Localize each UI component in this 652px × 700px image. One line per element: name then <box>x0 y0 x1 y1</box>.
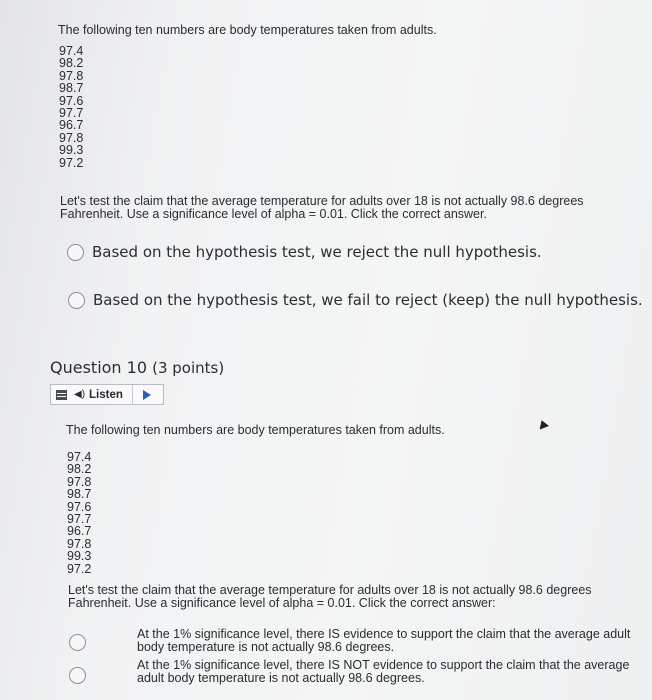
q10-number: 98.7 <box>67 487 92 502</box>
question-title <box>50 358 224 377</box>
q9-number: 97.6 <box>59 93 84 108</box>
q10-number: 98.2 <box>67 462 92 477</box>
q10-number: 99.3 <box>67 549 92 564</box>
q9-number-list <box>59 45 83 169</box>
q10-claim-line2: Fahrenheit. Use a significance level of alpha = 0.01. Click the correct answer: <box>68 596 496 610</box>
q10-option2-radio[interactable] <box>69 667 86 684</box>
q9-number: 97.4 <box>59 44 84 58</box>
q10-number: 96.7 <box>67 524 92 539</box>
speaker-icon: ◀) <box>74 389 86 400</box>
q10-option1-radio[interactable] <box>69 634 86 651</box>
q10-option2-line1[interactable]: At the 1% significance level, there IS NOT evidence to support the claim that the average <box>137 658 630 672</box>
question-number: Question 10 <box>50 358 148 377</box>
q9-number: 99.3 <box>59 143 84 158</box>
q10-number: 97.2 <box>67 561 92 576</box>
question-points: (3 points) <box>152 359 225 377</box>
listen-button[interactable] <box>50 384 164 405</box>
q9-number: 98.2 <box>59 56 84 71</box>
q9-claim-line2: Fahrenheit. Use a significance level of alpha = 0.01. Click the correct answer. <box>60 207 487 221</box>
q9-number: 97.8 <box>59 68 84 83</box>
q10-number: 97.6 <box>67 499 92 514</box>
q10-option2-line2[interactable]: adult body temperature is not actually 98.6 degrees. <box>137 671 425 685</box>
q10-claim-line1: Let's test the claim that the average temperature for adults over 18 is not actually 98.6 degrees <box>68 583 592 597</box>
q9-number: 97.7 <box>59 105 84 120</box>
q10-intro: The following ten numbers are body temperatures taken from adults. <box>66 423 445 437</box>
q9-option2-label[interactable]: Based on the hypothesis test, we fail to reject (keep) the null hypothesis. <box>93 291 643 309</box>
q9-claim-line1: Let's test the claim that the average temperature for adults over 18 is not actually 98.6 degrees <box>60 194 584 208</box>
q9-number: 97.2 <box>59 155 84 170</box>
q10-option1-line2[interactable]: body temperature is not actually 98.6 degrees. <box>137 640 395 654</box>
q10-number: 97.4 <box>67 450 92 464</box>
q9-option1-label[interactable]: Based on the hypothesis test, we reject the null hypothesis. <box>92 243 542 261</box>
q9-number: 97.8 <box>59 130 84 145</box>
menu-icon[interactable] <box>56 390 67 400</box>
q9-number: 96.7 <box>59 118 84 133</box>
q9-option2-radio[interactable] <box>68 292 85 309</box>
listen-label: Listen <box>89 388 123 401</box>
q9-number: 98.7 <box>59 81 84 96</box>
q10-option1-line1[interactable]: At the 1% significance level, there IS evidence to support the claim that the average adult <box>137 627 631 641</box>
play-icon[interactable] <box>143 390 151 400</box>
q9-option1-radio[interactable] <box>67 244 84 261</box>
q10-number: 97.7 <box>67 511 92 526</box>
mouse-cursor-icon <box>537 419 549 430</box>
q10-number-list <box>67 451 91 575</box>
listen-divider <box>132 385 133 404</box>
q10-number: 97.8 <box>67 536 92 551</box>
q9-intro: The following ten numbers are body temperatures taken from adults. <box>58 23 437 37</box>
q10-number: 97.8 <box>67 474 92 489</box>
